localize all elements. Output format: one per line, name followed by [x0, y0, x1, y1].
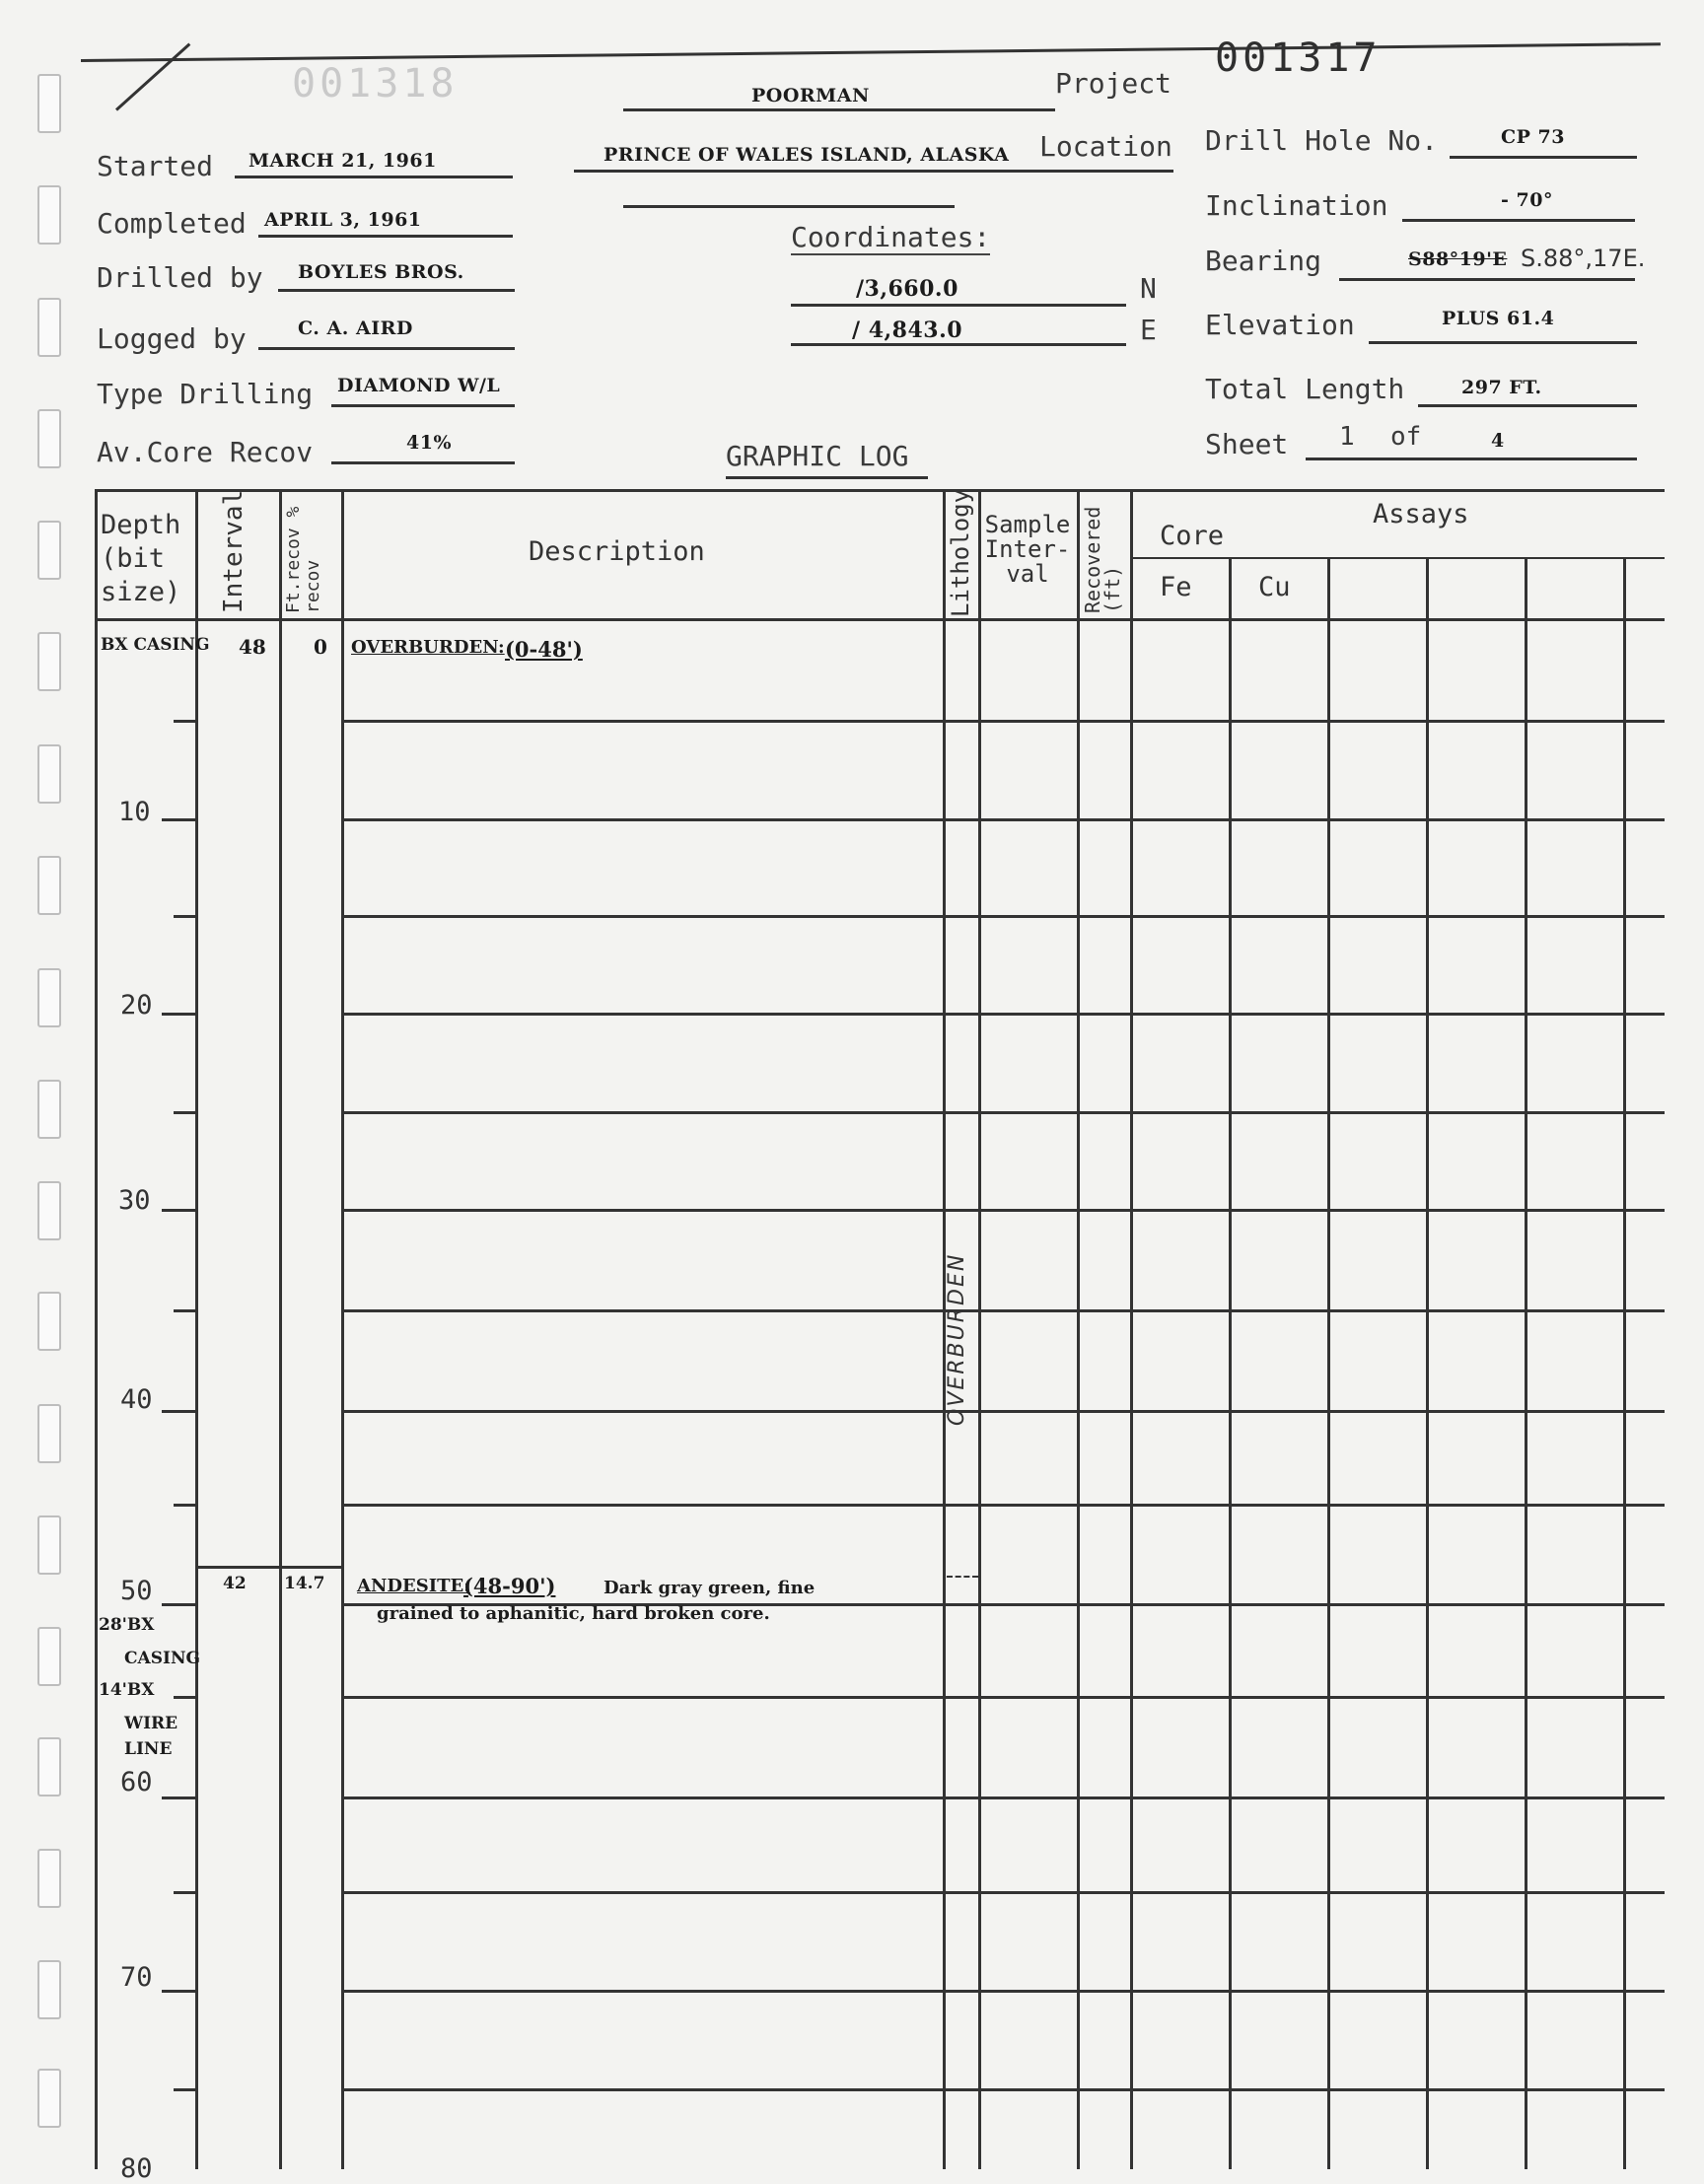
col-line — [1327, 557, 1330, 2169]
row-rule — [341, 915, 1665, 918]
type-drilling-value: DIAMOND W/L — [337, 375, 501, 396]
depth-tick-major — [162, 1013, 195, 1016]
lithology-label: OVERBURDEN — [945, 1252, 969, 1426]
col-line — [1426, 557, 1429, 2169]
col-line — [341, 491, 344, 2169]
coordinate-n-field — [791, 274, 1126, 307]
inclination-label: Inclination — [1205, 189, 1388, 222]
recovery-header: Ft.recov % recov — [283, 506, 323, 613]
project-label: Project — [1055, 67, 1172, 100]
depth-tick — [174, 1891, 195, 1894]
depth-tick — [174, 1504, 195, 1507]
logged-by-label: Logged by — [97, 322, 247, 355]
location-value: PRINCE OF WALES ISLAND, ALASKA — [604, 144, 1010, 166]
col-line — [195, 491, 198, 2169]
total-length-value: 297 FT. — [1461, 377, 1542, 398]
type-drilling-label: Type Drilling — [97, 378, 314, 410]
depth-header — [101, 509, 180, 609]
binder-hole — [37, 744, 61, 804]
bearing-handwritten: S.88°,17E. — [1521, 245, 1646, 272]
lithology-header: Lithology — [947, 488, 974, 617]
assays-sub-rule — [1130, 557, 1665, 559]
completed-label: Completed — [97, 207, 247, 240]
description-text: Dark gray green, fine — [604, 1578, 816, 1598]
started-label: Started — [97, 150, 214, 182]
row-rule — [341, 1309, 1665, 1312]
coordinate-e-label: E — [1140, 314, 1157, 346]
depth-tick-major — [162, 1410, 195, 1413]
depth-tick — [174, 2088, 195, 2091]
header-bottom-rule — [95, 618, 1665, 621]
coordinate-n-value: /3,660.0 — [856, 276, 958, 302]
depth-label: 30 — [118, 1185, 151, 1216]
elevation-label: Elevation — [1205, 309, 1355, 341]
col-line — [1130, 491, 1133, 2169]
reverse-stamp: 001318 — [292, 61, 459, 106]
col-line — [978, 491, 981, 2169]
depth-label: 40 — [120, 1384, 153, 1415]
col-line — [1623, 557, 1626, 2169]
depth-tick — [174, 1309, 195, 1312]
sample-interval-header — [980, 513, 1075, 587]
row-rule — [341, 1990, 1665, 1993]
contact-mark — [947, 1576, 978, 1578]
recovery-value: 0 — [314, 635, 327, 659]
drilled-by-label: Drilled by — [97, 261, 263, 294]
depth-label: 50 — [120, 1576, 153, 1606]
top-rule — [81, 42, 1661, 62]
cu-header: Cu — [1258, 572, 1291, 602]
check-mark — [115, 42, 190, 110]
binder-hole — [37, 409, 61, 468]
interval-rule — [195, 1566, 341, 1569]
description-text: grained to aphanitic, hard broken core. — [377, 1603, 770, 1624]
drilled-by-value: BOYLES BROS. — [298, 261, 464, 283]
depth-label: 20 — [120, 990, 153, 1021]
depth-header-line: Depth — [101, 510, 181, 540]
row-rule — [341, 1209, 1665, 1212]
binder-hole — [37, 1515, 61, 1575]
binder-hole — [37, 1181, 61, 1240]
depth-tick-major — [162, 1603, 195, 1606]
binder-hole — [37, 298, 61, 357]
casing-note: 14'BX — [99, 1680, 155, 1700]
unit-range: (0-48') — [505, 637, 583, 662]
row-rule — [341, 1504, 1665, 1507]
binder-hole — [37, 185, 61, 245]
core-recovery-value: 41% — [406, 432, 452, 454]
recovered-header: Recovered (ft) — [1081, 506, 1124, 613]
binder-hole — [37, 1292, 61, 1351]
completed-value: APRIL 3, 1961 — [264, 209, 422, 231]
casing-note: LINE — [124, 1739, 173, 1759]
logged-by-value: C. A. AIRD — [298, 317, 413, 339]
depth-tick — [174, 915, 195, 918]
depth-label: 80 — [120, 2153, 153, 2184]
row-rule — [341, 1111, 1665, 1114]
location-label: Location — [1039, 130, 1172, 163]
project-value: POORMAN — [751, 85, 870, 106]
started-value: MARCH 21, 1961 — [248, 150, 437, 172]
col-line — [279, 491, 282, 2169]
casing-note: CASING — [124, 1649, 201, 1668]
recovery-value: 14.7 — [284, 1574, 325, 1593]
drill-hole-label: Drill Hole No. — [1205, 124, 1439, 157]
drill-hole-value: CP 73 — [1501, 126, 1565, 148]
row-rule — [341, 1797, 1665, 1799]
binder-hole — [37, 1080, 61, 1139]
bearing-label: Bearing — [1205, 245, 1322, 277]
binder-hole — [37, 521, 61, 580]
depth-tick — [174, 1696, 195, 1699]
graphic-log-heading: GRAPHIC LOG — [726, 440, 928, 479]
casing-note: WIRE — [124, 1714, 178, 1733]
row-rule — [341, 818, 1665, 821]
col-line — [1525, 557, 1527, 2169]
row-rule — [341, 1891, 1665, 1894]
binder-hole — [37, 1849, 61, 1908]
coordinates-label: Coordinates: — [791, 221, 991, 253]
location-field-2 — [623, 177, 955, 208]
coordinate-n-label: N — [1140, 272, 1157, 305]
col-line — [1229, 557, 1232, 2169]
unit-title: OVERBURDEN: — [351, 637, 505, 658]
depth-tick-major — [162, 1797, 195, 1799]
binder-hole — [37, 1737, 61, 1797]
binder-hole — [37, 632, 61, 691]
row-rule — [341, 1410, 1665, 1413]
core-recovery-label: Av.Core Recov — [97, 436, 314, 468]
total-length-label: Total Length — [1205, 373, 1405, 405]
binder-hole — [37, 1627, 61, 1686]
row-rule — [341, 1696, 1665, 1699]
document-number-stamp: 001317 — [1215, 35, 1382, 81]
binder-hole — [37, 1960, 61, 2019]
elevation-value: PLUS 61.4 — [1442, 308, 1555, 329]
depth-tick-major — [162, 1990, 195, 1993]
sample-header-line: Sample — [984, 511, 1071, 538]
casing-note: BX CASING — [101, 635, 210, 655]
sample-header-line: Inter- — [984, 535, 1071, 563]
row-rule — [341, 1013, 1665, 1016]
binder-hole — [37, 74, 61, 133]
inclination-value: - 70° — [1501, 189, 1553, 211]
depth-header-line: (bit — [101, 543, 166, 574]
interval-header: Interval — [219, 489, 248, 613]
assays-header: Assays — [1373, 499, 1469, 529]
binder-hole — [37, 968, 61, 1027]
casing-note: 28'BX — [99, 1615, 155, 1635]
unit-title: ANDESITE: — [357, 1576, 470, 1596]
col-line — [1077, 491, 1080, 2169]
binder-hole — [37, 1404, 61, 1463]
sample-header-line: val — [1006, 560, 1049, 588]
sheet-label: Sheet — [1205, 428, 1289, 460]
sheet-field — [1306, 426, 1637, 460]
depth-tick-major — [162, 1209, 195, 1212]
interval-value: 42 — [223, 1574, 247, 1593]
sheet-total: 4 — [1491, 430, 1505, 452]
binder-hole — [37, 2069, 61, 2128]
coordinate-e-value: / 4,843.0 — [852, 317, 963, 343]
depth-label: 70 — [120, 1962, 153, 1993]
depth-label: 10 — [118, 797, 151, 827]
fe-header: Fe — [1160, 572, 1192, 602]
depth-tick-major — [162, 818, 195, 821]
col-line — [95, 491, 98, 2169]
description-header: Description — [529, 536, 705, 567]
depth-tick — [174, 720, 195, 723]
unit-range: (48-90') — [463, 1574, 556, 1598]
sheet-number: 1 — [1339, 422, 1355, 452]
depth-label: 60 — [120, 1767, 153, 1797]
table-top-rule — [95, 489, 1665, 492]
depth-tick — [174, 1111, 195, 1114]
bearing-value: S88°19'E — [1408, 248, 1508, 270]
binder-hole — [37, 856, 61, 915]
row-rule — [341, 720, 1665, 723]
sheet-of: of — [1390, 422, 1422, 452]
core-header: Core — [1160, 521, 1225, 551]
row-rule — [341, 2088, 1665, 2091]
depth-header-line: size) — [101, 577, 181, 607]
interval-value: 48 — [239, 635, 266, 659]
